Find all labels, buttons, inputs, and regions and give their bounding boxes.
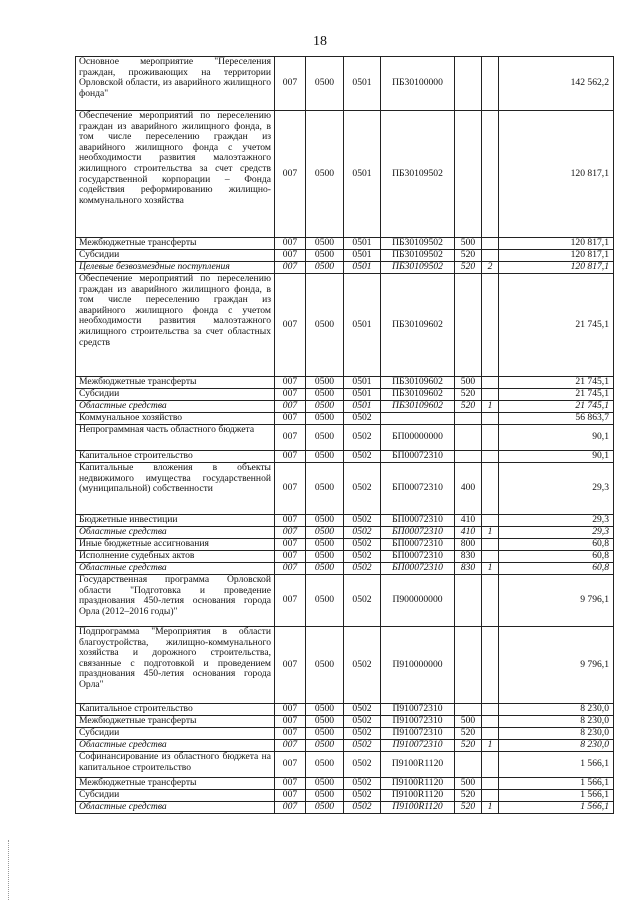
table-row	[76, 57, 614, 111]
row-gr: 007	[275, 515, 306, 527]
row-src	[482, 716, 499, 728]
row-vr: 410	[455, 515, 482, 527]
row-src	[482, 752, 499, 778]
page-number: 18	[313, 34, 327, 49]
table-row	[76, 627, 614, 704]
row-src	[482, 575, 499, 627]
row-name: Областные средства	[76, 563, 275, 575]
row-src	[482, 790, 499, 802]
row-csr: П910072310	[381, 716, 455, 728]
row-csr: ПБ30109602	[381, 389, 455, 401]
table-row	[76, 377, 614, 389]
table-row	[76, 401, 614, 413]
row-gr: 007	[275, 539, 306, 551]
row-vr: 520	[455, 250, 482, 262]
row-pr: 0502	[344, 575, 381, 627]
row-rz: 0500	[306, 111, 344, 238]
row-csr: П910072310	[381, 704, 455, 716]
row-gr: 007	[275, 716, 306, 728]
row-vr: 500	[455, 778, 482, 790]
row-src	[482, 425, 499, 451]
row-pr: 0502	[344, 802, 381, 814]
row-pr: 0502	[344, 752, 381, 778]
row-amount: 9 796,1	[499, 627, 614, 704]
row-vr: 830	[455, 563, 482, 575]
row-vr: 520	[455, 401, 482, 413]
table-row	[76, 413, 614, 425]
row-vr	[455, 627, 482, 704]
row-rz: 0500	[306, 627, 344, 704]
row-gr: 007	[275, 377, 306, 389]
row-csr: ПБ30109602	[381, 401, 455, 413]
row-rz: 0500	[306, 451, 344, 463]
table-row	[76, 790, 614, 802]
row-amount: 120 817,1	[499, 262, 614, 274]
row-csr: БП00072310	[381, 527, 455, 539]
row-csr: БП00072310	[381, 563, 455, 575]
row-vr: 520	[455, 790, 482, 802]
row-gr: 007	[275, 790, 306, 802]
row-csr: П9100R1120	[381, 802, 455, 814]
row-gr: 007	[275, 527, 306, 539]
row-rz: 0500	[306, 728, 344, 740]
row-vr: 520	[455, 728, 482, 740]
row-rz: 0500	[306, 389, 344, 401]
row-name: Капитальные вложения в объекты недвижимого имущества государственной (муниципальной) собственности	[76, 463, 275, 515]
row-rz: 0500	[306, 802, 344, 814]
row-amount: 21 745,1	[499, 377, 614, 389]
row-vr	[455, 575, 482, 627]
row-vr	[455, 752, 482, 778]
row-pr: 0502	[344, 527, 381, 539]
table-row	[76, 778, 614, 790]
row-csr: ПБ30100000	[381, 57, 455, 111]
row-gr: 007	[275, 57, 306, 111]
row-name: Целевые безвозмездные поступления	[76, 262, 275, 274]
row-rz: 0500	[306, 539, 344, 551]
row-amount: 21 745,1	[499, 389, 614, 401]
row-src: 1	[482, 401, 499, 413]
row-name: Исполнение судебных актов	[76, 551, 275, 563]
row-csr: П910072310	[381, 728, 455, 740]
row-src: 1	[482, 527, 499, 539]
row-name: Государственная программа Орловской области "Подготовка и проведение празднования 450-летия основания города Орла (2012–2016 годы)"	[76, 575, 275, 627]
row-rz: 0500	[306, 716, 344, 728]
row-rz: 0500	[306, 575, 344, 627]
table-row	[76, 802, 614, 814]
row-amount: 29,3	[499, 527, 614, 539]
table-row	[76, 238, 614, 250]
table-row	[76, 451, 614, 463]
row-amount: 120 817,1	[499, 111, 614, 238]
row-src	[482, 551, 499, 563]
row-amount: 1 566,1	[499, 778, 614, 790]
row-name: Субсидии	[76, 250, 275, 262]
row-csr: П9100R1120	[381, 778, 455, 790]
row-vr	[455, 274, 482, 377]
row-src	[482, 413, 499, 425]
row-pr: 0502	[344, 728, 381, 740]
row-name: Межбюджетные трансферты	[76, 377, 275, 389]
row-pr: 0501	[344, 274, 381, 377]
row-vr	[455, 413, 482, 425]
row-src	[482, 778, 499, 790]
table-row	[76, 563, 614, 575]
row-src	[482, 627, 499, 704]
row-name: Субсидии	[76, 728, 275, 740]
table-row	[76, 425, 614, 451]
row-pr: 0502	[344, 716, 381, 728]
row-gr: 007	[275, 250, 306, 262]
table-row	[76, 728, 614, 740]
row-rz: 0500	[306, 790, 344, 802]
row-gr: 007	[275, 778, 306, 790]
row-pr: 0502	[344, 425, 381, 451]
row-src: 1	[482, 740, 499, 752]
row-csr: П9100R1120	[381, 752, 455, 778]
row-pr: 0502	[344, 413, 381, 425]
row-csr: П9100R1120	[381, 790, 455, 802]
row-name: Капитальное строительство	[76, 451, 275, 463]
row-pr: 0502	[344, 551, 381, 563]
table-row	[76, 527, 614, 539]
row-amount: 1 566,1	[499, 802, 614, 814]
row-gr: 007	[275, 401, 306, 413]
row-amount: 29,3	[499, 515, 614, 527]
row-amount: 1 566,1	[499, 752, 614, 778]
row-name: Подпрограмма "Мероприятия в области благоустройства, жилищно-коммунального хозяйства и дорожного строительства, связанные с подготовкой и проведением празднования 450-летия основания города Орла"	[76, 627, 275, 704]
row-vr: 520	[455, 740, 482, 752]
row-name: Субсидии	[76, 790, 275, 802]
row-csr: П910000000	[381, 627, 455, 704]
row-vr: 520	[455, 262, 482, 274]
row-src	[482, 111, 499, 238]
row-pr: 0501	[344, 238, 381, 250]
budget-table	[75, 56, 614, 814]
row-gr: 007	[275, 551, 306, 563]
row-pr: 0501	[344, 401, 381, 413]
row-src	[482, 704, 499, 716]
row-amount: 60,8	[499, 539, 614, 551]
row-amount: 21 745,1	[499, 401, 614, 413]
row-amount: 21 745,1	[499, 274, 614, 377]
row-pr: 0502	[344, 790, 381, 802]
row-src	[482, 377, 499, 389]
scan-edge-marks	[8, 840, 11, 900]
row-rz: 0500	[306, 527, 344, 539]
row-src	[482, 250, 499, 262]
row-rz: 0500	[306, 740, 344, 752]
row-csr: П910072310	[381, 740, 455, 752]
row-rz: 0500	[306, 778, 344, 790]
table-row	[76, 515, 614, 527]
row-gr: 007	[275, 740, 306, 752]
row-rz: 0500	[306, 262, 344, 274]
row-csr: БП00072310	[381, 451, 455, 463]
row-src: 1	[482, 802, 499, 814]
row-csr: ПБ30109502	[381, 262, 455, 274]
row-vr: 500	[455, 238, 482, 250]
row-amount: 1 566,1	[499, 790, 614, 802]
row-pr: 0501	[344, 111, 381, 238]
row-gr: 007	[275, 451, 306, 463]
row-csr: ПБ30109602	[381, 274, 455, 377]
row-vr	[455, 111, 482, 238]
row-amount: 8 230,0	[499, 728, 614, 740]
table-row	[76, 752, 614, 778]
row-gr: 007	[275, 111, 306, 238]
row-src	[482, 728, 499, 740]
row-name: Капитальное строительство	[76, 704, 275, 716]
row-gr: 007	[275, 704, 306, 716]
row-csr: П900000000	[381, 575, 455, 627]
row-vr: 830	[455, 551, 482, 563]
row-amount: 60,8	[499, 563, 614, 575]
row-gr: 007	[275, 463, 306, 515]
row-pr: 0502	[344, 539, 381, 551]
row-gr: 007	[275, 575, 306, 627]
row-vr: 500	[455, 716, 482, 728]
table-row	[76, 716, 614, 728]
row-csr: БП00000000	[381, 425, 455, 451]
row-name: Областные средства	[76, 740, 275, 752]
row-pr: 0502	[344, 704, 381, 716]
row-vr	[455, 704, 482, 716]
table-row	[76, 551, 614, 563]
row-src	[482, 274, 499, 377]
row-amount: 8 230,0	[499, 740, 614, 752]
table-row	[76, 704, 614, 716]
row-rz: 0500	[306, 463, 344, 515]
row-amount: 120 817,1	[499, 238, 614, 250]
budget-rows	[76, 57, 614, 814]
row-amount: 9 796,1	[499, 575, 614, 627]
row-name: Коммунальное хозяйство	[76, 413, 275, 425]
row-rz: 0500	[306, 413, 344, 425]
row-rz: 0500	[306, 377, 344, 389]
row-csr: БП00072310	[381, 515, 455, 527]
row-gr: 007	[275, 563, 306, 575]
row-vr	[455, 57, 482, 111]
table-row	[76, 539, 614, 551]
row-csr: БП00072310	[381, 551, 455, 563]
row-vr	[455, 451, 482, 463]
row-rz: 0500	[306, 250, 344, 262]
row-pr: 0501	[344, 389, 381, 401]
row-rz: 0500	[306, 563, 344, 575]
row-src	[482, 451, 499, 463]
table-row	[76, 740, 614, 752]
row-rz: 0500	[306, 401, 344, 413]
row-pr: 0502	[344, 627, 381, 704]
row-src	[482, 57, 499, 111]
row-name: Бюджетные инвестиции	[76, 515, 275, 527]
row-amount: 120 817,1	[499, 250, 614, 262]
row-csr: ПБ30109502	[381, 111, 455, 238]
row-src	[482, 238, 499, 250]
table-row	[76, 463, 614, 515]
table-row	[76, 111, 614, 238]
row-pr: 0501	[344, 377, 381, 389]
row-gr: 007	[275, 802, 306, 814]
row-src	[482, 539, 499, 551]
row-csr: ПБ30109502	[381, 238, 455, 250]
row-rz: 0500	[306, 704, 344, 716]
row-vr: 520	[455, 389, 482, 401]
row-amount: 142 562,2	[499, 57, 614, 111]
row-gr: 007	[275, 752, 306, 778]
row-src: 2	[482, 262, 499, 274]
row-amount: 8 230,0	[499, 716, 614, 728]
table-row	[76, 575, 614, 627]
row-amount: 60,8	[499, 551, 614, 563]
row-vr: 520	[455, 802, 482, 814]
row-csr: ПБ30109602	[381, 377, 455, 389]
row-name: Межбюджетные трансферты	[76, 716, 275, 728]
row-rz: 0500	[306, 752, 344, 778]
row-csr	[381, 413, 455, 425]
row-amount: 8 230,0	[499, 704, 614, 716]
row-csr: ПБ30109502	[381, 250, 455, 262]
row-gr: 007	[275, 425, 306, 451]
row-pr: 0501	[344, 57, 381, 111]
row-gr: 007	[275, 728, 306, 740]
row-gr: 007	[275, 389, 306, 401]
row-name: Обеспечение мероприятий по переселению граждан из аварийного жилищного фонда, в том числе переселению граждан из аварийного жилищного фонда с учетом необходимости развития малоэтажного жилищного строительства за счет средств государственной корпорации – Фонда содействия реформированию жилищно-коммунального хозяйства	[76, 111, 275, 238]
row-name: Обеспечение мероприятий по переселению граждан из аварийного жилищного фонда, в том числе переселению граждан из аварийного жилищного фонда с учетом необходимости развития малоэтажного жилищного строительства за счет областных средств	[76, 274, 275, 377]
row-vr: 410	[455, 527, 482, 539]
row-amount: 56 863,7	[499, 413, 614, 425]
row-pr: 0502	[344, 563, 381, 575]
row-name: Иные бюджетные ассигнования	[76, 539, 275, 551]
row-amount: 29,3	[499, 463, 614, 515]
row-rz: 0500	[306, 425, 344, 451]
row-pr: 0501	[344, 250, 381, 262]
row-pr: 0502	[344, 463, 381, 515]
table-row	[76, 389, 614, 401]
row-csr: БП00072310	[381, 463, 455, 515]
row-vr: 800	[455, 539, 482, 551]
row-pr: 0502	[344, 740, 381, 752]
row-vr	[455, 425, 482, 451]
row-name: Основное мероприятие "Переселения граждан, проживающих на территории Орловской области, из аварийного жилищного фонда"	[76, 57, 275, 111]
table-row	[76, 262, 614, 274]
row-name: Областные средства	[76, 527, 275, 539]
row-name: Субсидии	[76, 389, 275, 401]
row-rz: 0500	[306, 238, 344, 250]
row-rz: 0500	[306, 515, 344, 527]
row-rz: 0500	[306, 274, 344, 377]
table-row	[76, 274, 614, 377]
row-name: Софинансирование из областного бюджета на капитальное строительство	[76, 752, 275, 778]
row-amount: 90,1	[499, 451, 614, 463]
row-src	[482, 515, 499, 527]
row-gr: 007	[275, 413, 306, 425]
row-src	[482, 463, 499, 515]
row-gr: 007	[275, 262, 306, 274]
row-pr: 0502	[344, 778, 381, 790]
row-pr: 0501	[344, 262, 381, 274]
row-src: 1	[482, 563, 499, 575]
row-pr: 0502	[344, 451, 381, 463]
row-name: Межбюджетные трансферты	[76, 238, 275, 250]
row-rz: 0500	[306, 551, 344, 563]
row-vr: 500	[455, 377, 482, 389]
row-name: Областные средства	[76, 802, 275, 814]
row-name: Межбюджетные трансферты	[76, 778, 275, 790]
row-gr: 007	[275, 238, 306, 250]
row-vr: 400	[455, 463, 482, 515]
row-name: Непрограммная часть областного бюджета	[76, 425, 275, 451]
table-row	[76, 250, 614, 262]
row-rz: 0500	[306, 57, 344, 111]
row-amount: 90,1	[499, 425, 614, 451]
row-csr: БП00072310	[381, 539, 455, 551]
row-name: Областные средства	[76, 401, 275, 413]
row-gr: 007	[275, 274, 306, 377]
row-gr: 007	[275, 627, 306, 704]
row-src	[482, 389, 499, 401]
row-pr: 0502	[344, 515, 381, 527]
